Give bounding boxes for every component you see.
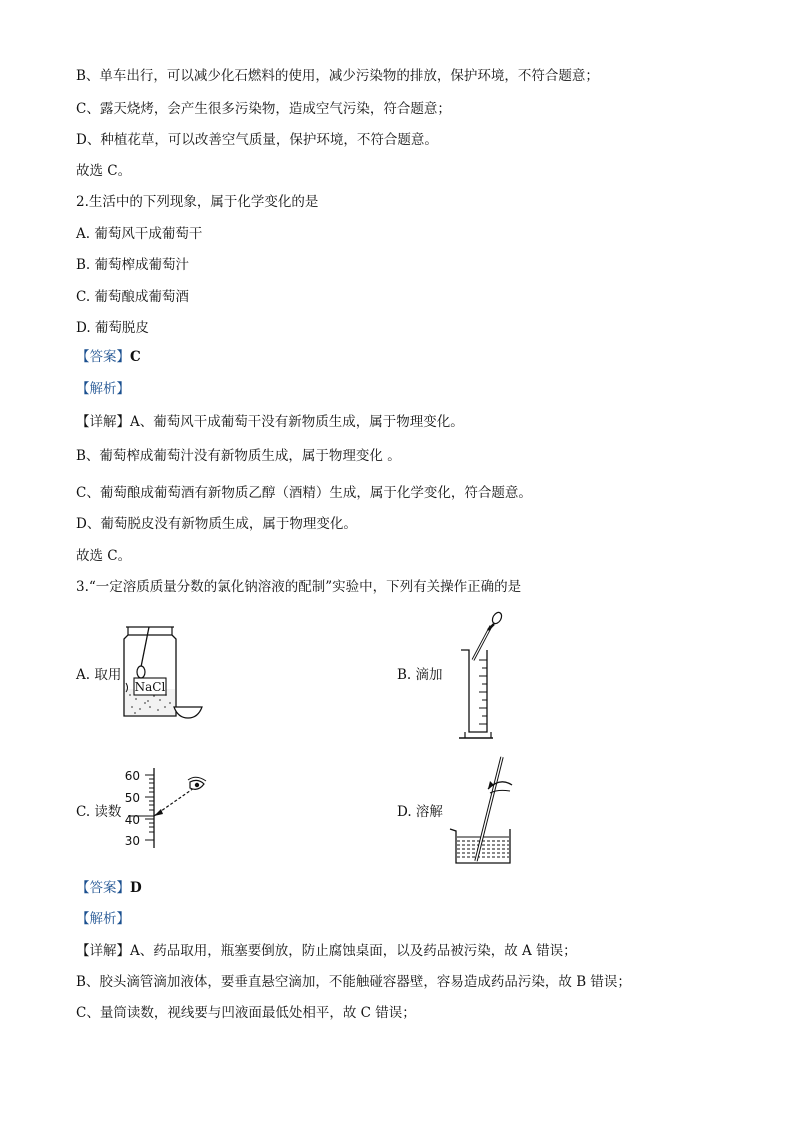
q3-option-d: D. 溶解 <box>397 804 443 820</box>
q2-option-a: A. 葡萄风干成葡萄干 <box>76 226 203 242</box>
q2-answer <box>76 348 141 366</box>
dropper-cylinder-figure <box>455 612 515 742</box>
text-line: B、单车出行，可以减少化石燃料的使用，减少污染物的排放，保护环境，不符合题意； <box>76 68 599 84</box>
question-3-stem: 3.“一定溶质质量分数的氯化钠溶液的配制”实验中，下列有关操作正确的是 <box>76 579 522 595</box>
text-line: D、种植花草，可以改善空气质量，保护环境，不符合题意。 <box>76 132 438 148</box>
answer-tag: 【答案】 <box>76 880 130 896</box>
q3-option-a: A. 取用 <box>76 667 122 683</box>
q3-option-c: C. 读数 <box>76 804 122 820</box>
q2-option-d: D. 葡萄脱皮 <box>76 320 149 336</box>
bottle-label: NaCl <box>134 680 166 694</box>
answer-tag: 【答案】 <box>76 349 130 365</box>
q2-detail-line: D、葡萄脱皮没有新物质生成，属于物理变化。 <box>76 516 357 532</box>
q2-analysis-tag: 【解析】 <box>76 381 130 397</box>
scale-label-50: 50 <box>124 791 140 805</box>
scale-reading-figure <box>118 766 213 850</box>
scale-label-60: 60 <box>124 769 140 783</box>
scale-label-30: 30 <box>124 834 140 848</box>
q2-option-b: B. 葡萄榨成葡萄汁 <box>76 257 190 273</box>
answer-value: D <box>130 880 142 896</box>
scale-label-40: 40 <box>124 813 140 827</box>
text-line: C、露天烧烤，会产生很多污染物，造成空气污染，符合题意； <box>76 101 451 117</box>
q3-detail-line: B、胶头滴管滴加液体，要垂直悬空滴加，不能触碰容器壁，容易造成药品污染，故 B 错误； <box>76 974 631 990</box>
q2-detail-line: 故选 C。 <box>76 548 132 564</box>
q2-detail-line: 【详解】A、葡萄风干成葡萄干没有新物质生成，属于物理变化。 <box>76 414 464 430</box>
q3-option-b: B. 滴加 <box>397 667 443 683</box>
reagent-bottle-figure <box>118 623 213 723</box>
q2-detail-line: C、葡萄酿成葡萄酒有新物质乙醇（酒精）生成，属于化学变化，符合题意。 <box>76 485 532 501</box>
q3-detail-line: 【详解】A、药品取用，瓶塞要倒放，防止腐蚀桌面，以及药品被污染，故 A 错误； <box>76 943 577 959</box>
q2-detail-line: B、葡萄榨成葡萄汁没有新物质生成，属于物理变化 。 <box>76 448 401 464</box>
text-line: 故选 C。 <box>76 163 132 179</box>
answer-value: C <box>130 349 141 365</box>
q3-analysis-tag: 【解析】 <box>76 911 130 927</box>
q3-answer <box>76 879 142 897</box>
stirring-beaker-figure <box>446 755 526 867</box>
q2-option-c: C. 葡萄酿成葡萄酒 <box>76 289 189 305</box>
question-2-stem: 2.生活中的下列现象，属于化学变化的是 <box>76 194 319 210</box>
q3-detail-line: C、量筒读数，视线要与凹液面最低处相平，故 C 错误； <box>76 1005 416 1021</box>
